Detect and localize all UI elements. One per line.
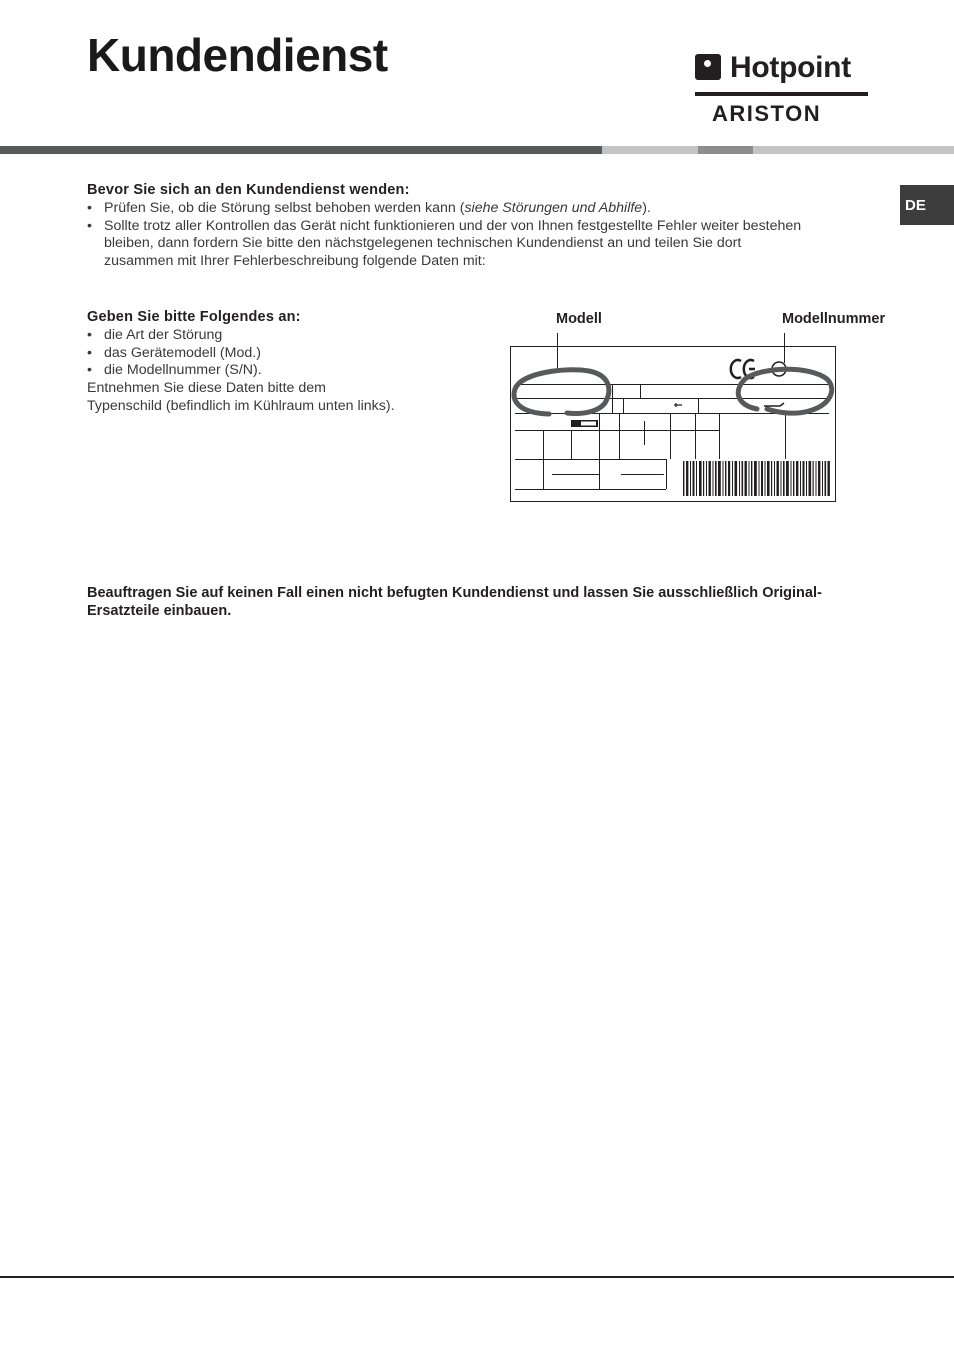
bullet2-line3: zusammen mit Ihrer Fehlerbeschreibung folgende Daten mit: xyxy=(104,253,486,270)
language-tab: DE xyxy=(900,185,954,225)
plate-label-model: Modell xyxy=(556,311,602,327)
rating-plate-illustration xyxy=(509,333,839,505)
provide-list xyxy=(87,327,487,380)
provide-heading: Geben Sie bitte Folgendes an: xyxy=(87,309,301,325)
logo-rule xyxy=(695,92,868,96)
authorized-service-warning xyxy=(87,584,867,620)
list-item: • die Modellnummer (S/N). xyxy=(87,362,487,380)
warning-line1: Beauftragen Sie auf keinen Fall einen nicht befugten Kundendienst und lassen Sie ausschließlich Original- xyxy=(87,585,822,601)
plate-label-serial: Modellnummer xyxy=(782,311,886,327)
bullet1-text-end: ). xyxy=(642,199,651,216)
logo-mark xyxy=(695,54,721,80)
logo-hotpoint: Hotpoint xyxy=(730,51,851,84)
list-item xyxy=(87,218,847,271)
logo-ariston: ARISTON xyxy=(712,101,822,126)
page-title: Kundendienst xyxy=(87,29,388,81)
serial-highlight-circle xyxy=(738,369,831,413)
before-service-list xyxy=(87,200,847,271)
before-service-section xyxy=(87,182,847,271)
header-bar-mid xyxy=(698,146,753,154)
bullet2-line1: • Sollte trotz aller Kontrollen das Gerät nicht funktionieren und der von Ihnen festgestellte Fehler weiter bestehen xyxy=(104,217,802,234)
provide-section xyxy=(87,309,487,416)
list-item xyxy=(87,200,847,218)
list-item: • das Gerätemodell (Mod.) xyxy=(87,345,487,363)
header-bar-dark xyxy=(0,146,602,154)
list-item: • die Art der Störung xyxy=(87,327,487,345)
brand-logo xyxy=(694,50,870,126)
barcode xyxy=(683,461,830,496)
bullet2-line2: bleiben, dann fordern Sie bitte den nächstgelegenen technischen Kundendienst an und teilen Sie dort xyxy=(104,235,742,252)
footer-rule xyxy=(0,1276,954,1278)
bullet1-text: Prüfen Sie, ob die Störung selbst behoben werden kann ( xyxy=(104,199,465,216)
provide-note-line1: Entnehmen Sie diese Daten bitte dem xyxy=(87,380,326,397)
header-bar-light-1 xyxy=(602,146,698,154)
before-service-heading: Bevor Sie sich an den Kundendienst wenden: xyxy=(87,182,410,198)
header-bar-light-2 xyxy=(753,146,954,154)
provide-note-line2: Typenschild (befindlich im Kühlraum unten links). xyxy=(87,397,395,414)
warning-line2: Ersatzteile einbauen. xyxy=(87,603,232,619)
bullet1-reference: siehe Störungen und Abhilfe xyxy=(464,199,643,216)
model-highlight-circle xyxy=(514,370,609,414)
